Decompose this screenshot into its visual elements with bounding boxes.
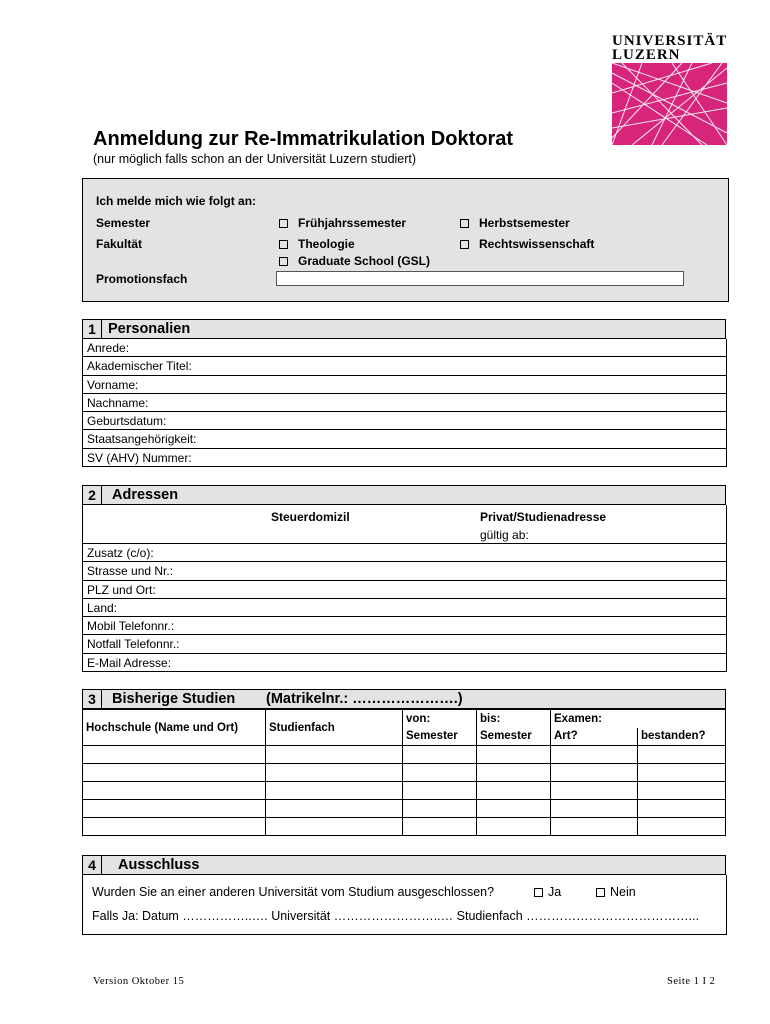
enrolment-box xyxy=(82,178,729,302)
field-zusatz[interactable]: Zusatz (c/o): xyxy=(83,544,726,562)
checkbox-icon[interactable] xyxy=(460,219,469,228)
option-herbstsemester[interactable]: Herbstsemester xyxy=(460,216,570,230)
table-row[interactable] xyxy=(83,782,726,800)
field-akademischer-titel[interactable]: Akademischer Titel: xyxy=(83,357,726,375)
checkbox-icon[interactable] xyxy=(279,257,288,266)
th-von-semester: Semester xyxy=(403,728,477,746)
page-subtitle: (nur möglich falls schon an der Universität Luzern studiert) xyxy=(93,152,417,166)
option-rechtswissenschaft[interactable]: Rechtswissenschaft xyxy=(460,237,594,251)
footer-page: Seite 1 I 2 xyxy=(667,976,716,987)
field-geburtsdatum[interactable]: Geburtsdatum: xyxy=(83,412,726,430)
section-2-number: 2 xyxy=(83,486,102,504)
th-bis-semester: Semester xyxy=(477,728,551,746)
enrolment-intro: Ich melde mich wie folgt an: xyxy=(96,194,257,208)
section-3-header xyxy=(82,689,726,709)
field-land[interactable]: Land: xyxy=(83,599,726,617)
th-von: von: xyxy=(403,710,477,728)
option-gsl[interactable]: Graduate School (GSL) xyxy=(279,254,430,268)
option-theologie[interactable]: Theologie xyxy=(279,237,355,251)
table-row[interactable] xyxy=(83,764,726,782)
section-1-rows xyxy=(82,339,727,467)
section-3-title: Bisherige Studien xyxy=(112,691,236,707)
th-examen: Examen: xyxy=(551,710,726,728)
field-anrede[interactable]: Anrede: xyxy=(83,339,726,357)
section-2-header xyxy=(82,485,726,505)
section-1-number: 1 xyxy=(83,320,102,338)
footer-version: Version Oktober 15 xyxy=(93,976,185,987)
matrikel-number[interactable]: (Matrikelnr.: ………………….) xyxy=(266,691,463,707)
option-nein[interactable]: Nein xyxy=(596,885,636,899)
table-row[interactable] xyxy=(83,800,726,818)
logo-text-line1: UNIVERSITÄT xyxy=(612,33,728,49)
option-ja[interactable]: Ja xyxy=(534,885,561,899)
table-row[interactable] xyxy=(83,818,726,836)
promotionsfach-input[interactable] xyxy=(276,271,684,286)
promotionsfach-label: Promotionsfach xyxy=(96,272,188,286)
field-mobil[interactable]: Mobil Telefonnr.: xyxy=(83,617,726,635)
ausschluss-question: Wurden Sie an einer anderen Universität vom Studium ausgeschlossen? xyxy=(92,885,495,899)
col-steuerdomizil: Steuerdomizil xyxy=(271,510,350,524)
field-email[interactable]: E-Mail Adresse: xyxy=(83,654,726,672)
section-2-title: Adressen xyxy=(112,487,179,503)
university-logo-graphic xyxy=(612,63,727,145)
studies-table xyxy=(82,709,726,836)
falls-ja-line[interactable]: Falls Ja: Datum ……………..…. Universität ……………………..… Studienfach …………………………………... xyxy=(92,909,700,923)
field-plz-ort[interactable]: PLZ und Ort: xyxy=(83,581,726,599)
fakultaet-label: Fakultät xyxy=(96,237,143,251)
field-notfall[interactable]: Notfall Telefonnr.: xyxy=(83,635,726,653)
checkbox-icon[interactable] xyxy=(596,888,605,897)
checkbox-icon[interactable] xyxy=(279,240,288,249)
section-1-header xyxy=(82,319,726,339)
checkbox-icon[interactable] xyxy=(460,240,469,249)
section-3-number: 3 xyxy=(83,690,102,708)
th-hochschule: Hochschule (Name und Ort) xyxy=(83,710,266,746)
option-fruehjahrssemester[interactable]: Frühjahrssemester xyxy=(279,216,406,230)
section-4-number: 4 xyxy=(83,856,102,874)
field-strasse[interactable]: Strasse und Nr.: xyxy=(83,562,726,580)
address-column-header xyxy=(83,505,726,544)
checkbox-icon[interactable] xyxy=(534,888,543,897)
section-4-body xyxy=(82,875,727,935)
page-title: Anmeldung zur Re-Immatrikulation Doktorat xyxy=(93,128,514,150)
th-studienfach: Studienfach xyxy=(266,710,403,746)
th-art: Art? xyxy=(551,728,638,746)
table-row[interactable] xyxy=(83,746,726,764)
section-4-title: Ausschluss xyxy=(118,857,200,873)
section-2-rows xyxy=(82,505,727,672)
section-4-header xyxy=(82,855,726,875)
logo-lines-icon xyxy=(612,63,727,145)
section-1-title: Personalien xyxy=(108,321,191,337)
th-bestanden: bestanden? xyxy=(638,728,726,746)
field-staatsangehoerigkeit[interactable]: Staatsangehörigkeit: xyxy=(83,430,726,448)
field-vorname[interactable]: Vorname: xyxy=(83,376,726,394)
gueltig-ab-label: gültig ab: xyxy=(480,528,529,542)
field-sv-nummer[interactable]: SV (AHV) Nummer: xyxy=(83,449,726,467)
semester-label: Semester xyxy=(96,216,151,230)
col-privatadresse: Privat/Studienadresse xyxy=(480,510,607,524)
checkbox-icon[interactable] xyxy=(279,219,288,228)
th-bis: bis: xyxy=(477,710,551,728)
logo-text-line2: LUZERN xyxy=(612,47,681,63)
field-nachname[interactable]: Nachname: xyxy=(83,394,726,412)
